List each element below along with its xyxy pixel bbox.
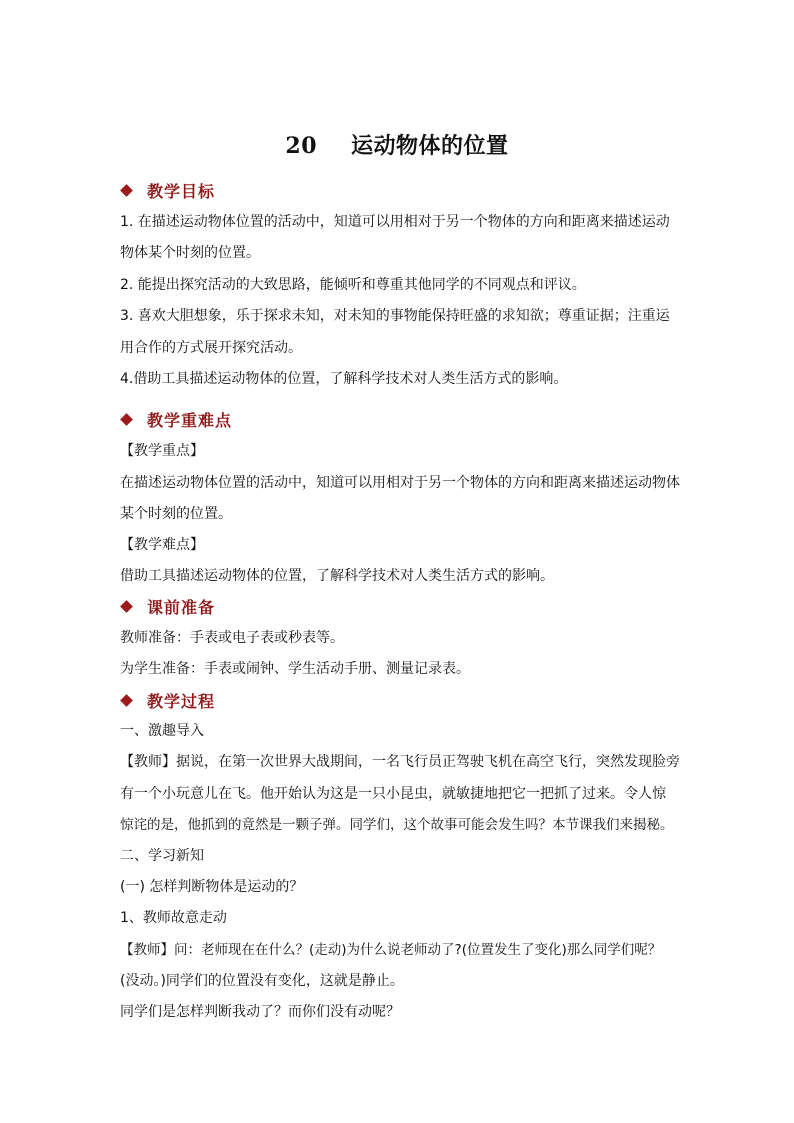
diamond-bullet-icon — [120, 600, 133, 613]
keypoint-line: 【教学难点】 — [120, 537, 204, 553]
keypoint-line: 【教学重点】 — [120, 443, 204, 459]
goal-line: 2. 能提出探究活动的大致思路，能倾听和尊重其他同学的不同观点和评议。 — [120, 277, 586, 293]
section-heading-prep — [120, 595, 215, 617]
keypoint-line: 借助工具描述运动物体的位置，了解科学技术对人类生活方式的影响。 — [120, 568, 554, 584]
goal-line: 物体某个时刻的位置。 — [120, 245, 260, 261]
diamond-bullet-icon — [120, 413, 133, 426]
process-line: 二、学习新知 — [120, 848, 204, 864]
prep-line: 教师准备：手表或电子表或秒表等。 — [120, 630, 344, 646]
section-heading-goals — [120, 179, 215, 201]
process-line: (没动。)同学们的位置没有变化，这就是静止。 — [120, 973, 404, 989]
keypoint-line: 在描述运动物体位置的活动中，知道可以用相对于另一个物体的方向和距离来描述运动物体 — [120, 475, 680, 491]
section-heading-text: 教学过程 — [147, 691, 216, 711]
goal-line: 4.借助工具描述运动物体的位置，了解科学技术对人类生活方式的影响。 — [120, 371, 568, 387]
lesson-title: 运动物体的位置 — [351, 133, 509, 159]
process-line: 【教师】据说，在第一次世界大战期间，一名飞行员正驾驶飞机在高空飞行，突然发现脸旁 — [120, 754, 680, 770]
goal-line: 1. 在描述运动物体位置的活动中，知道可以用相对于另一个物体的方向和距离来描述运动 — [120, 214, 670, 230]
keypoint-line: 某个时刻的位置。 — [120, 506, 232, 522]
process-line: 同学们是怎样判断我动了？而你们没有动呢？ — [120, 1004, 400, 1020]
section-heading-text: 教学重难点 — [147, 410, 233, 430]
section-heading-text: 课前准备 — [147, 597, 216, 617]
process-line: 1、教师故意走动 — [120, 910, 227, 926]
diamond-bullet-icon — [120, 694, 133, 707]
prep-line: 为学生准备：手表或闹钟、学生活动手册、测量记录表。 — [120, 661, 470, 677]
goal-line: 3. 喜欢大胆想象，乐于探求未知，对未知的事物能保持旺盛的求知欲；尊重证据；注重运 — [120, 308, 670, 324]
process-line: 惊诧的是，他抓到的竟然是一颗子弹。同学们，这个故事可能会发生吗？本节课我们来揭秘。 — [120, 817, 674, 833]
lesson-number: 20 — [285, 133, 318, 159]
process-line: 一、激趣导入 — [120, 723, 204, 739]
section-heading-text: 教学目标 — [147, 181, 216, 201]
section-heading-process — [120, 689, 215, 711]
goal-line: 用合作的方式展开探究活动。 — [120, 340, 302, 356]
section-heading-keypoints — [120, 408, 232, 430]
diamond-bullet-icon — [120, 184, 133, 197]
process-line: (一) 怎样判断物体是运动的？ — [120, 879, 304, 895]
process-line: 【教师】问：老师现在在什么？(走动)为什么说老师动了?(位置发生了变化)那么同学们呢？ — [120, 942, 662, 958]
page-title — [0, 129, 794, 160]
process-line: 有一个小玩意儿在飞。他开始认为这是一只小昆虫，就敏捷地把它一把抓了过来。令人惊 — [120, 786, 666, 802]
